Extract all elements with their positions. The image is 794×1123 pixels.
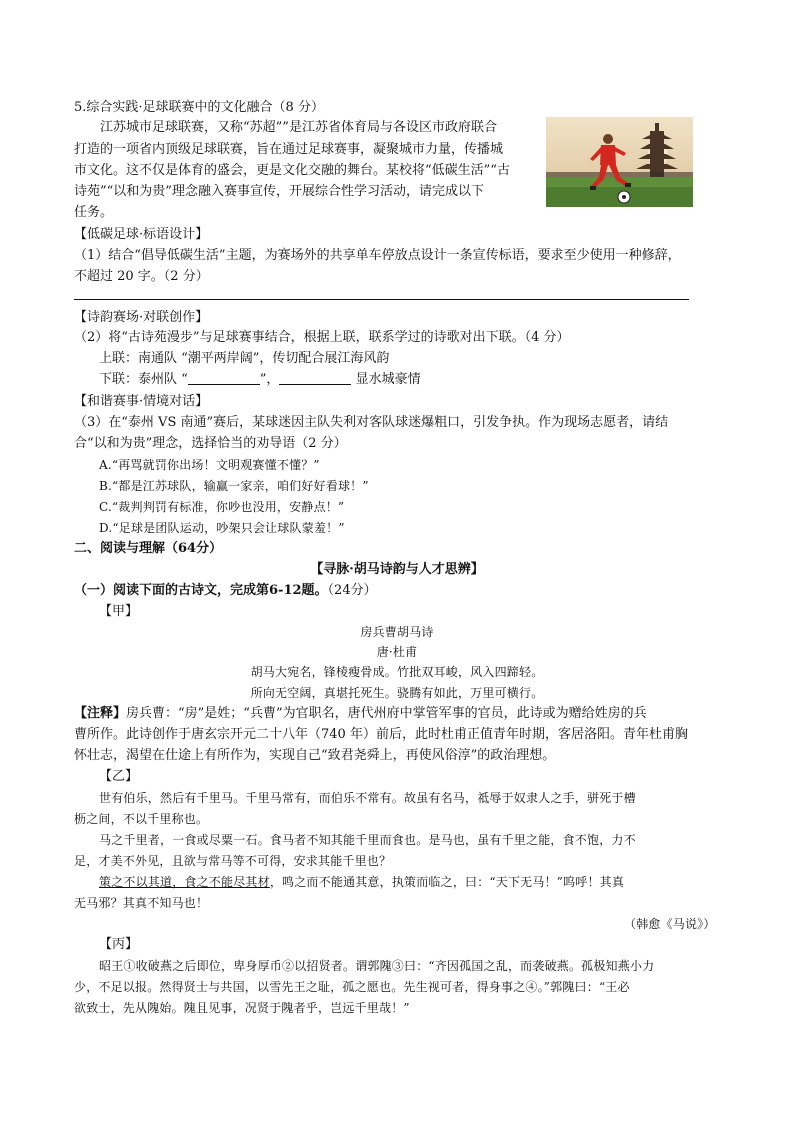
poem-line-1: 胡马大宛名，锋棱瘦骨成。竹批双耳峻，风入四蹄轻。 bbox=[250, 665, 544, 679]
label-bing: 【丙】 bbox=[99, 937, 139, 952]
bing-line-2: 少，不足以报。然得贤士与共国，以雪先王之耻，孤之愿也。先生视可者，得身事之④。”郭隗曰：“王必 bbox=[74, 980, 630, 994]
note-line-1 bbox=[74, 704, 647, 724]
sec2-title: 【诗韵赛场·对联创作】 bbox=[74, 310, 209, 325]
sec3-question-1: （3）在“泰州 VS 南通”赛后，某球迷因主队失利对客队球迷爆粗口，引发争执。作为现场志愿者，请结 bbox=[74, 415, 669, 430]
yi-source: （韩愈《马说》） bbox=[624, 917, 716, 931]
label-jia: 【甲】 bbox=[99, 604, 139, 619]
sec1-question-1: （1）结合“倡导低碳生活”主题，为赛场外的共享单车停放点设计一条宣传标语，要求至少使用一种修辞， bbox=[74, 248, 681, 263]
couplet-lower-prefix: 下联：泰州队 “ bbox=[99, 372, 188, 387]
note-line-2: 曹所作。此诗创作于唐玄宗开元二十八年（740 年）前后，此时杜甫正值青年时期，客居洛阳。青年杜甫胸 bbox=[74, 727, 688, 742]
yi-line-1: 世有伯乐，然后有千里马。千里马常有，而伯乐不常有。故虽有名马，祗辱于奴隶人之手，骈死于槽 bbox=[99, 791, 636, 805]
sub1-heading bbox=[74, 581, 377, 601]
note-line-3: 怀壮志，渴望在仕途上有所作为，实现自己“致君尧舜上，再使风俗淳”的政治理想。 bbox=[74, 748, 556, 763]
couplet-lower-suffix: 显水城豪情 bbox=[351, 372, 421, 387]
q5-title: 5.综合实践·足球联赛中的文化融合（8 分） bbox=[74, 100, 324, 115]
sec1-title: 【低碳足球·标语设计】 bbox=[74, 227, 209, 242]
part2-title: 二、阅读与理解（64分） bbox=[74, 541, 223, 556]
yi-line-5 bbox=[99, 872, 624, 892]
yi-line-2: 枥之间，不以千里称也。 bbox=[74, 812, 209, 826]
sec2-question: （2）将“古诗苑漫步”与足球赛事结合，根据上联，联系学过的诗歌对出下联。（4 分） bbox=[74, 330, 570, 345]
part2-theme: 【寻脉·胡马诗韵与人才思辨】 bbox=[310, 562, 484, 577]
yi-line-6: 无马邪？其真不知马也！ bbox=[74, 896, 209, 910]
note-text-1: 房兵曹：“房”是姓；“兵曹”为官职名，唐代州府中掌管军事的官员，此诗或为赠给姓房的兵 bbox=[126, 706, 647, 721]
q5-intro-3: 市文化。这不仅是体育的盛会，更是文化交融的舞台。某校将“低碳生活”“古 bbox=[74, 163, 510, 178]
yi-line-5-rest: ，鸣之而不能通其意，执策而临之，曰：“天下无马！”呜呼！其真 bbox=[269, 875, 625, 889]
couplet-lower bbox=[99, 370, 421, 390]
yi-underlined: 策之不以其道，食之不能尽其材 bbox=[99, 875, 270, 889]
football-player-photo bbox=[546, 117, 693, 207]
sec3-question-2: 合“以和为贵”理念，选择恰当的劝导语（2 分） bbox=[74, 436, 347, 451]
label-yi: 【乙】 bbox=[99, 769, 139, 784]
poem-author: 唐·杜甫 bbox=[376, 645, 418, 659]
yi-line-4: 足，才美不外见，且欲与常马等不可得，安求其能千里也？ bbox=[74, 854, 392, 868]
couplet-blank-2[interactable] bbox=[279, 370, 351, 385]
couplet-blank-1[interactable] bbox=[188, 370, 260, 385]
answer-line[interactable] bbox=[74, 299, 689, 300]
option-c[interactable]: C.“裁判判罚有标准，你吵也没用，安静点！” bbox=[99, 500, 345, 514]
yi-line-3: 马之千里者，一食或尽粟一石。食马者不知其能千里而食也。是马也，虽有千里之能，食不饱，力不 bbox=[99, 833, 636, 847]
sec1-question-2: 不超过 20 字。（2 分） bbox=[74, 269, 209, 284]
sub1-title: （一）阅读下面的古诗文，完成第6-12题。 bbox=[74, 583, 328, 598]
option-a[interactable]: A.“再骂就罚你出场！文明观赛懂不懂？” bbox=[99, 458, 320, 472]
bing-line-3: 欲致士，先从隗始。隗且见事，况贤于隗者乎，岂远千里哉！” bbox=[74, 1001, 410, 1015]
q5-intro-2: 打造的一项省内顶级足球联赛，旨在通过足球赛事，凝聚城市力量，传播城 bbox=[74, 142, 504, 157]
sec3-title: 【和谐赛事·情境对话】 bbox=[74, 394, 209, 409]
sub1-score: （24分） bbox=[327, 583, 377, 598]
poem-line-2: 所向无空阔，真堪托死生。骁腾有如此，万里可横行。 bbox=[250, 686, 544, 700]
bing-line-1: 昭王①收破燕之后即位，卑身厚币②以招贤者。谓郭隗③曰：“齐因孤国之乱，而袭破燕。孤极知燕小力 bbox=[99, 959, 655, 973]
poem-title: 房兵曹胡马诗 bbox=[360, 625, 434, 639]
option-b[interactable]: B.“都是江苏球队，输赢一家亲，咱们好好看球！” bbox=[99, 479, 369, 493]
note-label: 【注释】 bbox=[74, 706, 127, 721]
q5-intro-4: 诗苑”“以和为贵”理念融入赛事宣传，开展综合性学习活动，请完成以下 bbox=[74, 184, 484, 199]
couplet-lower-mid: ”， bbox=[259, 372, 280, 387]
q5-intro-1: 江苏城市足球联赛，又称“苏超””是江苏省体育局与各设区市政府联合 bbox=[100, 120, 497, 135]
q5-intro-5: 任务。 bbox=[74, 205, 114, 220]
couplet-upper: 上联：南通队 “潮平两岸阔”，传切配合展江海风韵 bbox=[99, 351, 390, 366]
option-d[interactable]: D.“足球是团队运动，吵架只会让球队蒙羞！” bbox=[99, 521, 345, 535]
